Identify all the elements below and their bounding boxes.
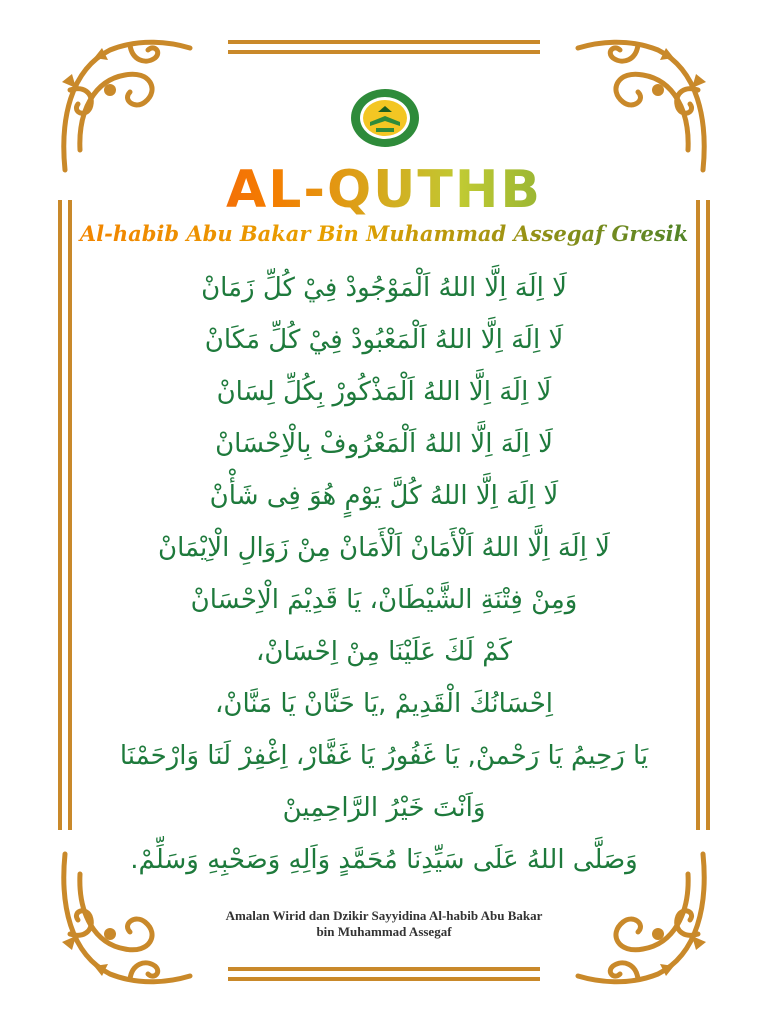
left-rule-2 <box>68 200 72 830</box>
verse-line: لَا اِلَهَ اِلَّا اللهُ اَلْمَوْجُودْ فِيْ كُلِّ زَمَانْ <box>201 273 567 303</box>
corner-ornament-top-right <box>568 30 718 180</box>
footer-line-1: Amalan Wirid dan Dzikir Sayyidina Al-habib Abu Bakar <box>225 908 543 923</box>
verse-line: اِحْسَانُكَ الْقَدِيمْ ,يَا حَنَّانْ يَا مَنَّانْ، <box>214 689 554 719</box>
verse-line: وَمِنْ فِتْنَةِ الشَّيْطَانْ، يَا قَدِيْمَ الْاِحْسَانْ <box>190 585 578 615</box>
verse-line: كَمْ لَكَ عَلَيْنَا مِنْ اِحْسَانْ، <box>256 637 512 667</box>
verse-line: لَا اِلَهَ اِلَّا اللهُ كُلَّ يَوْمٍ هُوَ فِى شَأْنْ <box>209 481 559 511</box>
page-subtitle: Al-habib Abu Bakar Bin Muhammad Assegaf Gresik <box>0 221 768 246</box>
right-rule-2 <box>706 200 710 830</box>
verse-list <box>90 262 678 886</box>
bottom-rule-2 <box>228 977 540 981</box>
verse-line: لَا اِلَهَ اِلَّا اللهُ اَلْمَذْكُورْ بِكُلِّ لِسَانْ <box>216 377 552 407</box>
right-rule-1 <box>696 200 700 830</box>
corner-ornament-top-left <box>50 30 200 180</box>
verse-line: وَصَلَّى اللهُ عَلَى سَيِّدِنَا مُحَمَّدٍ وَاَلِهِ وَصَحْبِهِ وَسَلِّمْ. <box>130 845 638 875</box>
verse-line: لَا اِلَهَ اِلَّا اللهُ اَلْمَعْبُودْ فِيْ كُلِّ مَكَانْ <box>204 325 564 355</box>
verse-line: وَاَنْتَ خَيْرُ الرَّاحِمِينْ <box>282 793 486 823</box>
footer-caption <box>150 908 618 940</box>
verse-line: لَا اِلَهَ اِلَّا اللهُ اَلْأَمَانْ اَلْأَمَانْ مِنْ زَوَالِ الْاِيْمَانْ <box>157 533 611 563</box>
page-title: AL-QUTHB <box>0 160 768 220</box>
top-rule-2 <box>228 50 540 54</box>
verse-line: يَا رَحِيمُ يَا رَحْمنْ, يَا غَفُورُ يَا غَفَّارْ، اِغْفِرْ لَنَا وَارْحَمْنَا <box>119 741 649 771</box>
verse-line: لَا اِلَهَ اِلَّا اللهُ اَلْمَعْرُوفْ بِالْاِحْسَانْ <box>215 429 553 459</box>
top-rule-1 <box>228 40 540 44</box>
left-rule-1 <box>58 200 62 830</box>
logo-emblem <box>350 88 420 148</box>
footer-line-2: bin Muhammad Assegaf <box>316 924 452 939</box>
bottom-rule-1 <box>228 967 540 971</box>
